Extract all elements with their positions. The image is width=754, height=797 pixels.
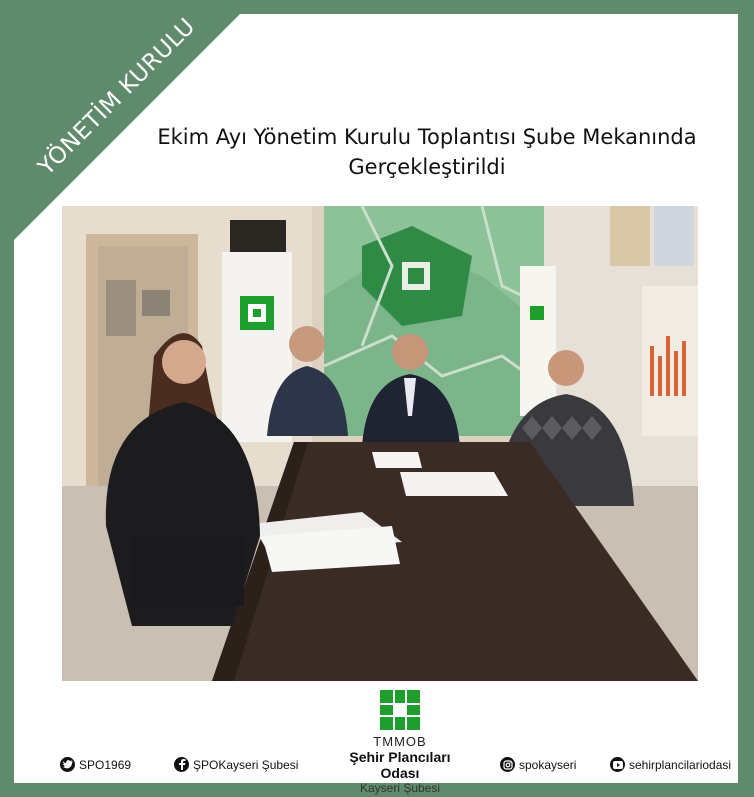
twitter-handle: SPO1969 <box>79 757 132 772</box>
social-facebook[interactable] <box>174 757 298 772</box>
spo-logo-icon <box>380 690 420 730</box>
social-instagram[interactable] <box>500 757 576 772</box>
twitter-icon <box>60 757 75 772</box>
brand-logo <box>330 690 470 795</box>
meeting-photo <box>62 206 698 681</box>
meeting-photo-illustration <box>62 206 698 681</box>
youtube-icon <box>610 757 625 772</box>
headline-line-1: Ekim Ayı Yönetim Kurulu Toplantısı Şube Mekanında <box>157 125 697 149</box>
brand-org-acronym: TMMOB <box>373 734 427 749</box>
facebook-handle: ŞPOKayseri Şubesi <box>193 757 299 772</box>
facebook-icon <box>174 757 189 772</box>
youtube-handle: sehirplancilariodasi <box>629 757 732 772</box>
brand-org-name: Şehir Plancıları Odası <box>349 749 451 781</box>
instagram-handle: spokayseri <box>519 757 577 772</box>
headline <box>120 122 734 182</box>
social-twitter[interactable] <box>60 757 131 772</box>
brand-branch: Kayseri Şubesi <box>359 781 441 795</box>
social-youtube[interactable] <box>610 757 731 772</box>
instagram-icon <box>500 757 515 772</box>
corner-label: YÖNETİM KURULU <box>33 13 201 181</box>
headline-line-2: Gerçekleştirildi <box>348 155 506 179</box>
